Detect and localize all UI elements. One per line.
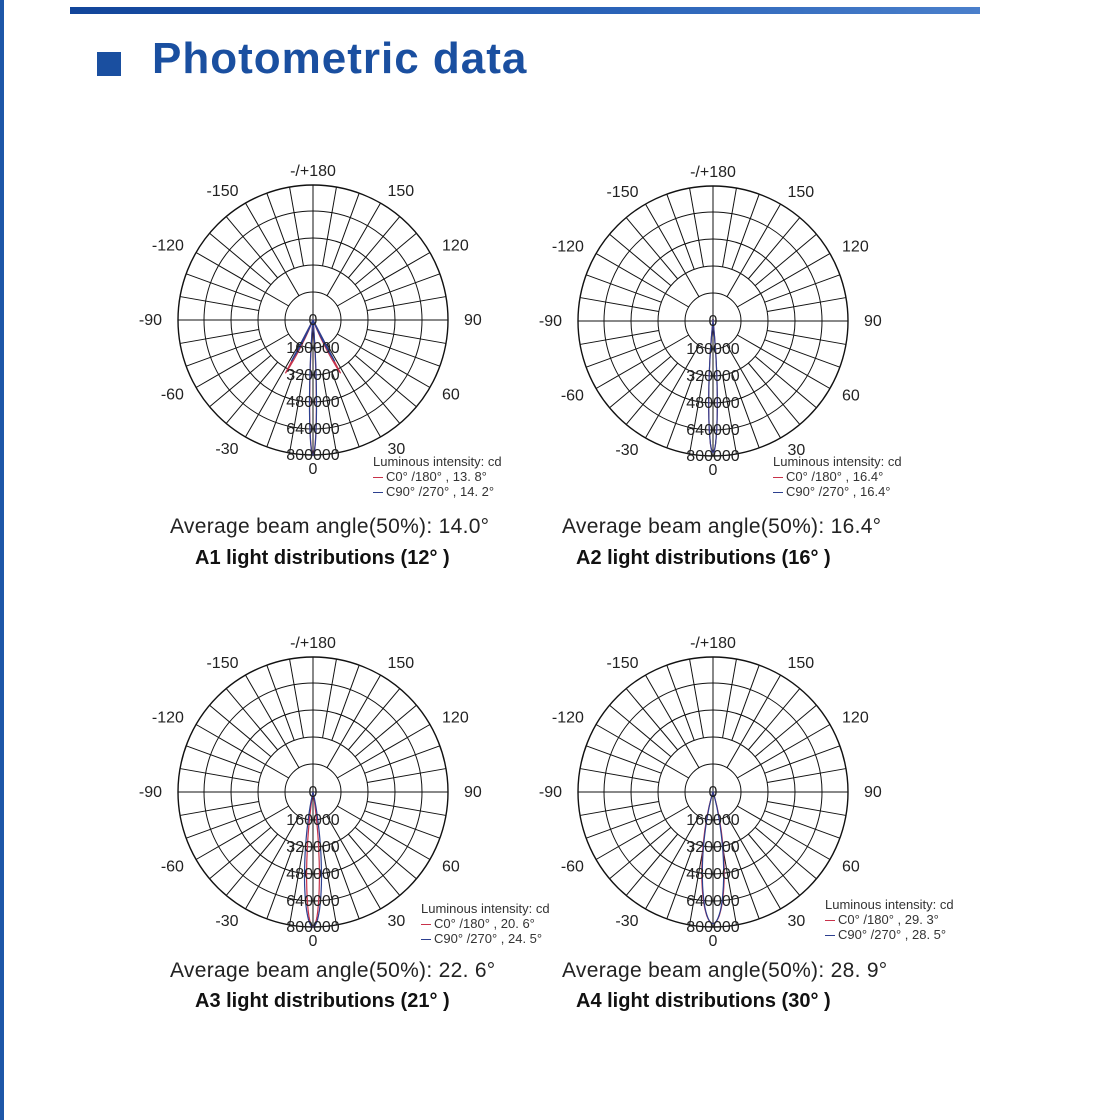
legend-c0: C0° /180° , 16.4° [786, 469, 884, 484]
legend-swatch-c0 [825, 920, 835, 921]
grid-spoke [586, 746, 661, 773]
grid-spoke [186, 811, 261, 838]
intensity-tick-label: 800000 [286, 447, 340, 464]
grid-spoke [586, 340, 661, 367]
angle-tick-label: -150 [206, 654, 239, 672]
center-label: 0 [708, 784, 718, 801]
intensity-tick-label: 320000 [686, 368, 740, 385]
angle-tick-label: 150 [787, 654, 815, 672]
angle-tick-label: 0 [708, 933, 718, 950]
angle-tick-label: -30 [215, 441, 239, 459]
grid-spoke [767, 298, 846, 312]
angle-tick-label: -90 [538, 313, 562, 330]
grid-spoke [365, 746, 440, 773]
intensity-tick-label: 160000 [686, 341, 740, 358]
beam-angle-a3: Average beam angle(50%): 22. 6° [170, 959, 496, 982]
beam-angle-a1: Average beam angle(50%): 14.0° [170, 515, 490, 538]
legend-title: Luminous intensity: cd [773, 454, 902, 469]
grid-spoke [332, 193, 359, 268]
angle-tick-label: 60 [442, 858, 460, 876]
center-label: 0 [708, 313, 718, 330]
angle-tick-label: 60 [442, 386, 460, 404]
grid-spoke [367, 802, 446, 816]
left-accent-rule [0, 0, 4, 1120]
angle-tick-label: 90 [464, 312, 482, 329]
angle-tick-label: 120 [842, 709, 869, 727]
grid-spoke [365, 811, 440, 838]
legend-swatch-c0 [773, 477, 783, 478]
legend-a2 [773, 454, 902, 499]
intensity-tick-label: 640000 [686, 893, 740, 910]
intensity-tick-label: 320000 [286, 839, 340, 856]
grid-spoke [767, 331, 846, 345]
grid-spoke [323, 846, 337, 925]
grid-spoke [186, 339, 261, 366]
legend-c0: C0° /180° , 13. 8° [386, 469, 487, 484]
header-bar [70, 7, 980, 14]
legend-swatch-c90 [825, 935, 835, 936]
legend-title: Luminous intensity: cd [421, 901, 550, 916]
grid-spoke [323, 659, 337, 738]
grid-spoke [586, 275, 661, 302]
grid-spoke [765, 746, 840, 773]
grid-spoke [580, 769, 659, 783]
angle-tick-label: -90 [138, 312, 162, 329]
distribution-title-a3: A3 light distributions (21° ) [195, 990, 450, 1012]
legend-c0: C0° /180° , 29. 3° [838, 912, 939, 927]
grid-spoke [580, 298, 659, 312]
grid-spoke [690, 846, 704, 925]
legend-c90: C90° /270° , 16.4° [786, 484, 891, 499]
beam-angle-a2: Average beam angle(50%): 16.4° [562, 515, 882, 538]
angle-tick-label: -/+180 [690, 635, 736, 652]
distribution-title-a2: A2 light distributions (16° ) [576, 547, 831, 569]
grid-spoke [367, 769, 446, 783]
grid-spoke [690, 188, 704, 267]
grid-spoke [580, 331, 659, 345]
grid-spoke [180, 330, 259, 344]
angle-tick-label: -30 [615, 913, 639, 931]
angle-tick-label: 0 [308, 461, 318, 478]
angle-tick-label: 0 [308, 933, 318, 950]
grid-spoke [323, 187, 337, 266]
legend-swatch-c90 [773, 492, 783, 493]
intensity-tick-label: 640000 [286, 421, 340, 438]
grid-spoke [580, 802, 659, 816]
angle-tick-label: 0 [708, 462, 718, 479]
intensity-tick-label: 480000 [286, 394, 340, 411]
intensity-tick-label: 480000 [686, 866, 740, 883]
beam-angle-a4: Average beam angle(50%): 28. 9° [562, 959, 888, 982]
legend-c90: C90° /270° , 14. 2° [386, 484, 495, 499]
grid-spoke [367, 330, 446, 344]
grid-spoke [365, 274, 440, 301]
legend-swatch-c90 [421, 939, 431, 940]
center-label: 0 [308, 784, 318, 801]
legend-a1 [373, 454, 502, 499]
grid-spoke [667, 665, 694, 740]
angle-tick-label: -120 [151, 237, 184, 255]
angle-tick-label: 150 [387, 654, 415, 672]
center-label: 0 [308, 312, 318, 329]
angle-tick-label: -30 [615, 442, 639, 460]
grid-spoke [186, 274, 261, 301]
angle-tick-label: -120 [151, 709, 184, 727]
legend-c0: C0° /180° , 20. 6° [434, 916, 535, 931]
grid-spoke [180, 769, 259, 783]
intensity-tick-label: 160000 [686, 812, 740, 829]
legend-a3 [421, 901, 550, 946]
grid-spoke [732, 194, 759, 269]
angle-tick-label: -150 [206, 182, 239, 200]
intensity-tick-label: 160000 [286, 812, 340, 829]
grid-spoke [767, 769, 846, 783]
grid-spoke [367, 297, 446, 311]
grid-spoke [186, 746, 261, 773]
angle-tick-label: 30 [787, 442, 806, 460]
grid-spoke [667, 194, 694, 269]
angle-tick-label: 90 [864, 313, 882, 330]
angle-tick-label: 150 [387, 182, 415, 200]
legend-title: Luminous intensity: cd [825, 897, 954, 912]
grid-spoke [586, 811, 661, 838]
legend-swatch-c90 [373, 492, 383, 493]
intensity-tick-label: 800000 [286, 919, 340, 936]
intensity-tick-label: 800000 [686, 919, 740, 936]
grid-spoke [765, 275, 840, 302]
angle-tick-label: 120 [442, 709, 469, 727]
grid-spoke [180, 297, 259, 311]
angle-tick-label: -/+180 [290, 635, 336, 652]
legend-c90: C90° /270° , 28. 5° [838, 927, 947, 942]
intensity-tick-label: 640000 [286, 893, 340, 910]
angle-tick-label: -/+180 [690, 164, 736, 181]
angle-tick-label: -150 [606, 183, 639, 201]
grid-spoke [690, 659, 704, 738]
angle-tick-label: 90 [864, 784, 882, 801]
grid-spoke [723, 375, 737, 454]
polar-chart-a2 [538, 164, 883, 486]
grid-spoke [267, 665, 294, 740]
angle-tick-label: 60 [842, 387, 860, 405]
grid-spoke [365, 339, 440, 366]
legend-swatch-c0 [421, 924, 431, 925]
angle-tick-label: 120 [842, 238, 869, 256]
grid-spoke [765, 340, 840, 367]
angle-tick-label: 60 [842, 858, 860, 876]
angle-tick-label: -/+180 [290, 163, 336, 180]
grid-spoke [332, 665, 359, 740]
angle-tick-label: -60 [160, 858, 184, 876]
grid-spoke [290, 374, 304, 453]
angle-tick-label: 90 [464, 784, 482, 801]
grid-spoke [723, 188, 737, 267]
angle-tick-label: -150 [606, 654, 639, 672]
legend-a4 [825, 897, 954, 942]
legend-c90: C90° /270° , 24. 5° [434, 931, 543, 946]
intensity-tick-label: 320000 [286, 367, 340, 384]
intensity-tick-label: 800000 [686, 448, 740, 465]
angle-tick-label: -120 [551, 709, 584, 727]
grid-spoke [180, 802, 259, 816]
angle-tick-label: 30 [387, 913, 406, 931]
polar-chart-a1 [138, 163, 483, 485]
intensity-tick-label: 640000 [686, 422, 740, 439]
angle-tick-label: 150 [787, 183, 815, 201]
grid-spoke [732, 665, 759, 740]
grid-spoke [323, 374, 337, 453]
grid-spoke [290, 846, 304, 925]
distribution-title-a1: A1 light distributions (12° ) [195, 547, 450, 569]
grid-spoke [267, 193, 294, 268]
angle-tick-label: -60 [560, 858, 584, 876]
page-title: Photometric data [152, 34, 528, 83]
intensity-tick-label: 320000 [686, 839, 740, 856]
grid-spoke [767, 802, 846, 816]
angle-tick-label: -90 [538, 784, 562, 801]
title-bullet [97, 52, 121, 76]
grid-spoke [290, 659, 304, 738]
angle-tick-label: -60 [160, 386, 184, 404]
angle-tick-label: -60 [560, 387, 584, 405]
angle-tick-label: -120 [551, 238, 584, 256]
intensity-tick-label: 160000 [286, 340, 340, 357]
angle-tick-label: -90 [138, 784, 162, 801]
grid-spoke [690, 375, 704, 454]
intensity-tick-label: 480000 [286, 866, 340, 883]
grid-spoke [290, 187, 304, 266]
grid-spoke [723, 846, 737, 925]
angle-tick-label: 30 [787, 913, 806, 931]
legend-title: Luminous intensity: cd [373, 454, 502, 469]
legend-swatch-c0 [373, 477, 383, 478]
angle-tick-label: 120 [442, 237, 469, 255]
angle-tick-label: 30 [387, 441, 406, 459]
distribution-title-a4: A4 light distributions (30° ) [576, 990, 831, 1012]
grid-spoke [765, 811, 840, 838]
grid-spoke [723, 659, 737, 738]
intensity-tick-label: 480000 [686, 395, 740, 412]
angle-tick-label: -30 [215, 913, 239, 931]
